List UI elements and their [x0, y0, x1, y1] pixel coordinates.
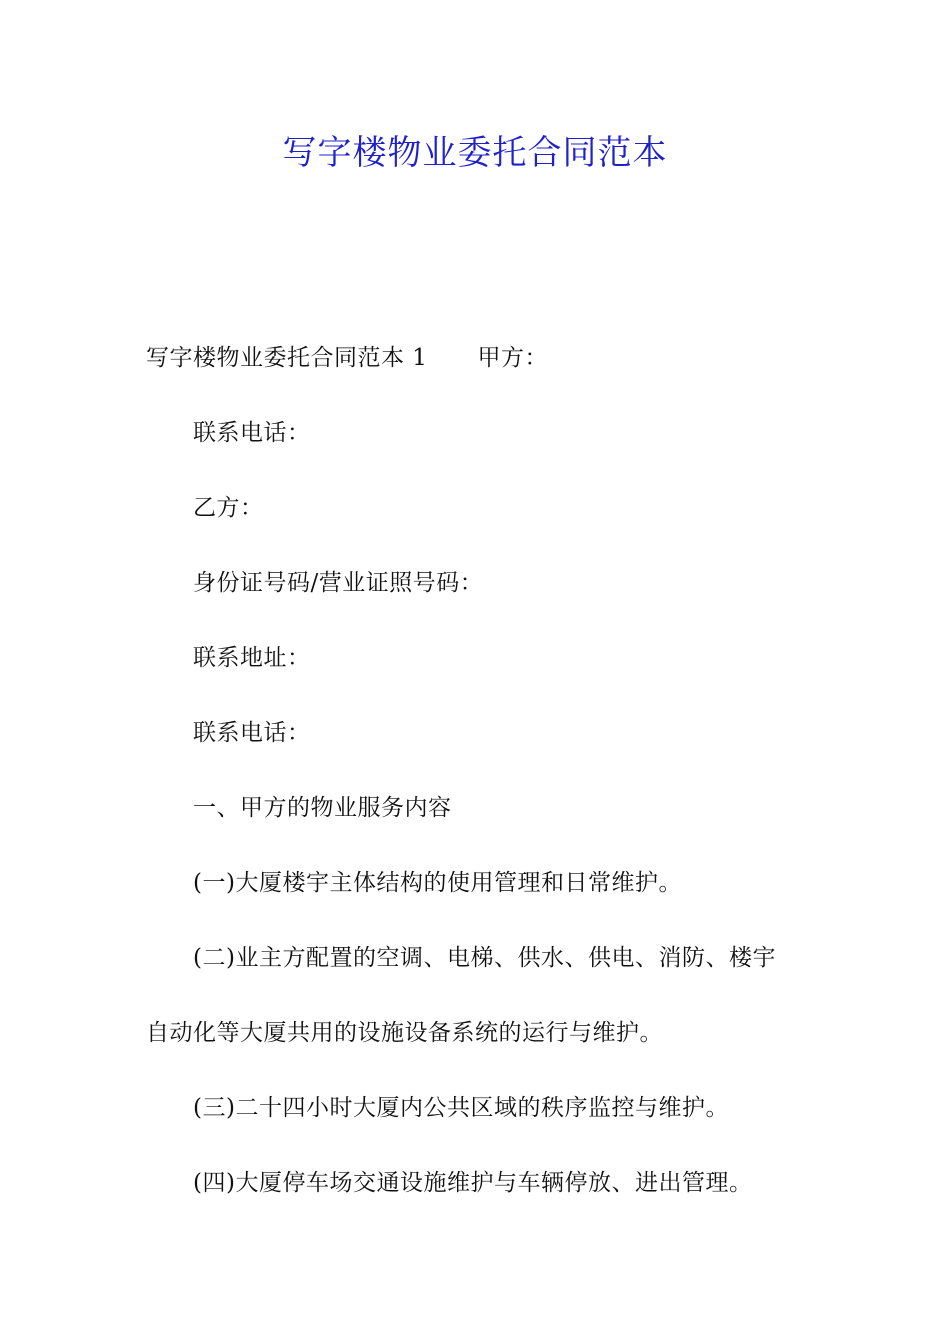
service-item-3: (三)二十四小时大厦内公共区域的秩序监控与维护。	[193, 1095, 729, 1121]
contact-address-label: 联系地址：	[193, 645, 311, 671]
service-item-1: (一)大厦楼宇主体结构的使用管理和日常维护。	[193, 870, 682, 896]
heading-line	[146, 341, 548, 375]
section-heading: 一、甲方的物业服务内容	[193, 795, 452, 821]
id-license-number-label: 身份证号码/营业证照号码：	[193, 570, 484, 596]
sample-label: 写字楼物业委托合同范本 1	[146, 345, 428, 371]
service-item-4: (四)大厦停车场交通设施维护与车辆停放、进出管理。	[193, 1170, 753, 1196]
party-a-label: 甲方：	[477, 345, 548, 371]
party-a-phone-label: 联系电话：	[193, 420, 311, 446]
document-title: 写字楼物业委托合同范本	[282, 133, 668, 173]
party-b-phone-label: 联系电话：	[193, 720, 311, 746]
service-item-2: (二)业主方配置的空调、电梯、供水、供电、消防、楼宇	[193, 945, 776, 971]
service-item-2-continued: 自动化等大厦共用的设施设备系统的运行与维护。	[146, 1020, 663, 1046]
party-b-label: 乙方：	[193, 495, 264, 521]
